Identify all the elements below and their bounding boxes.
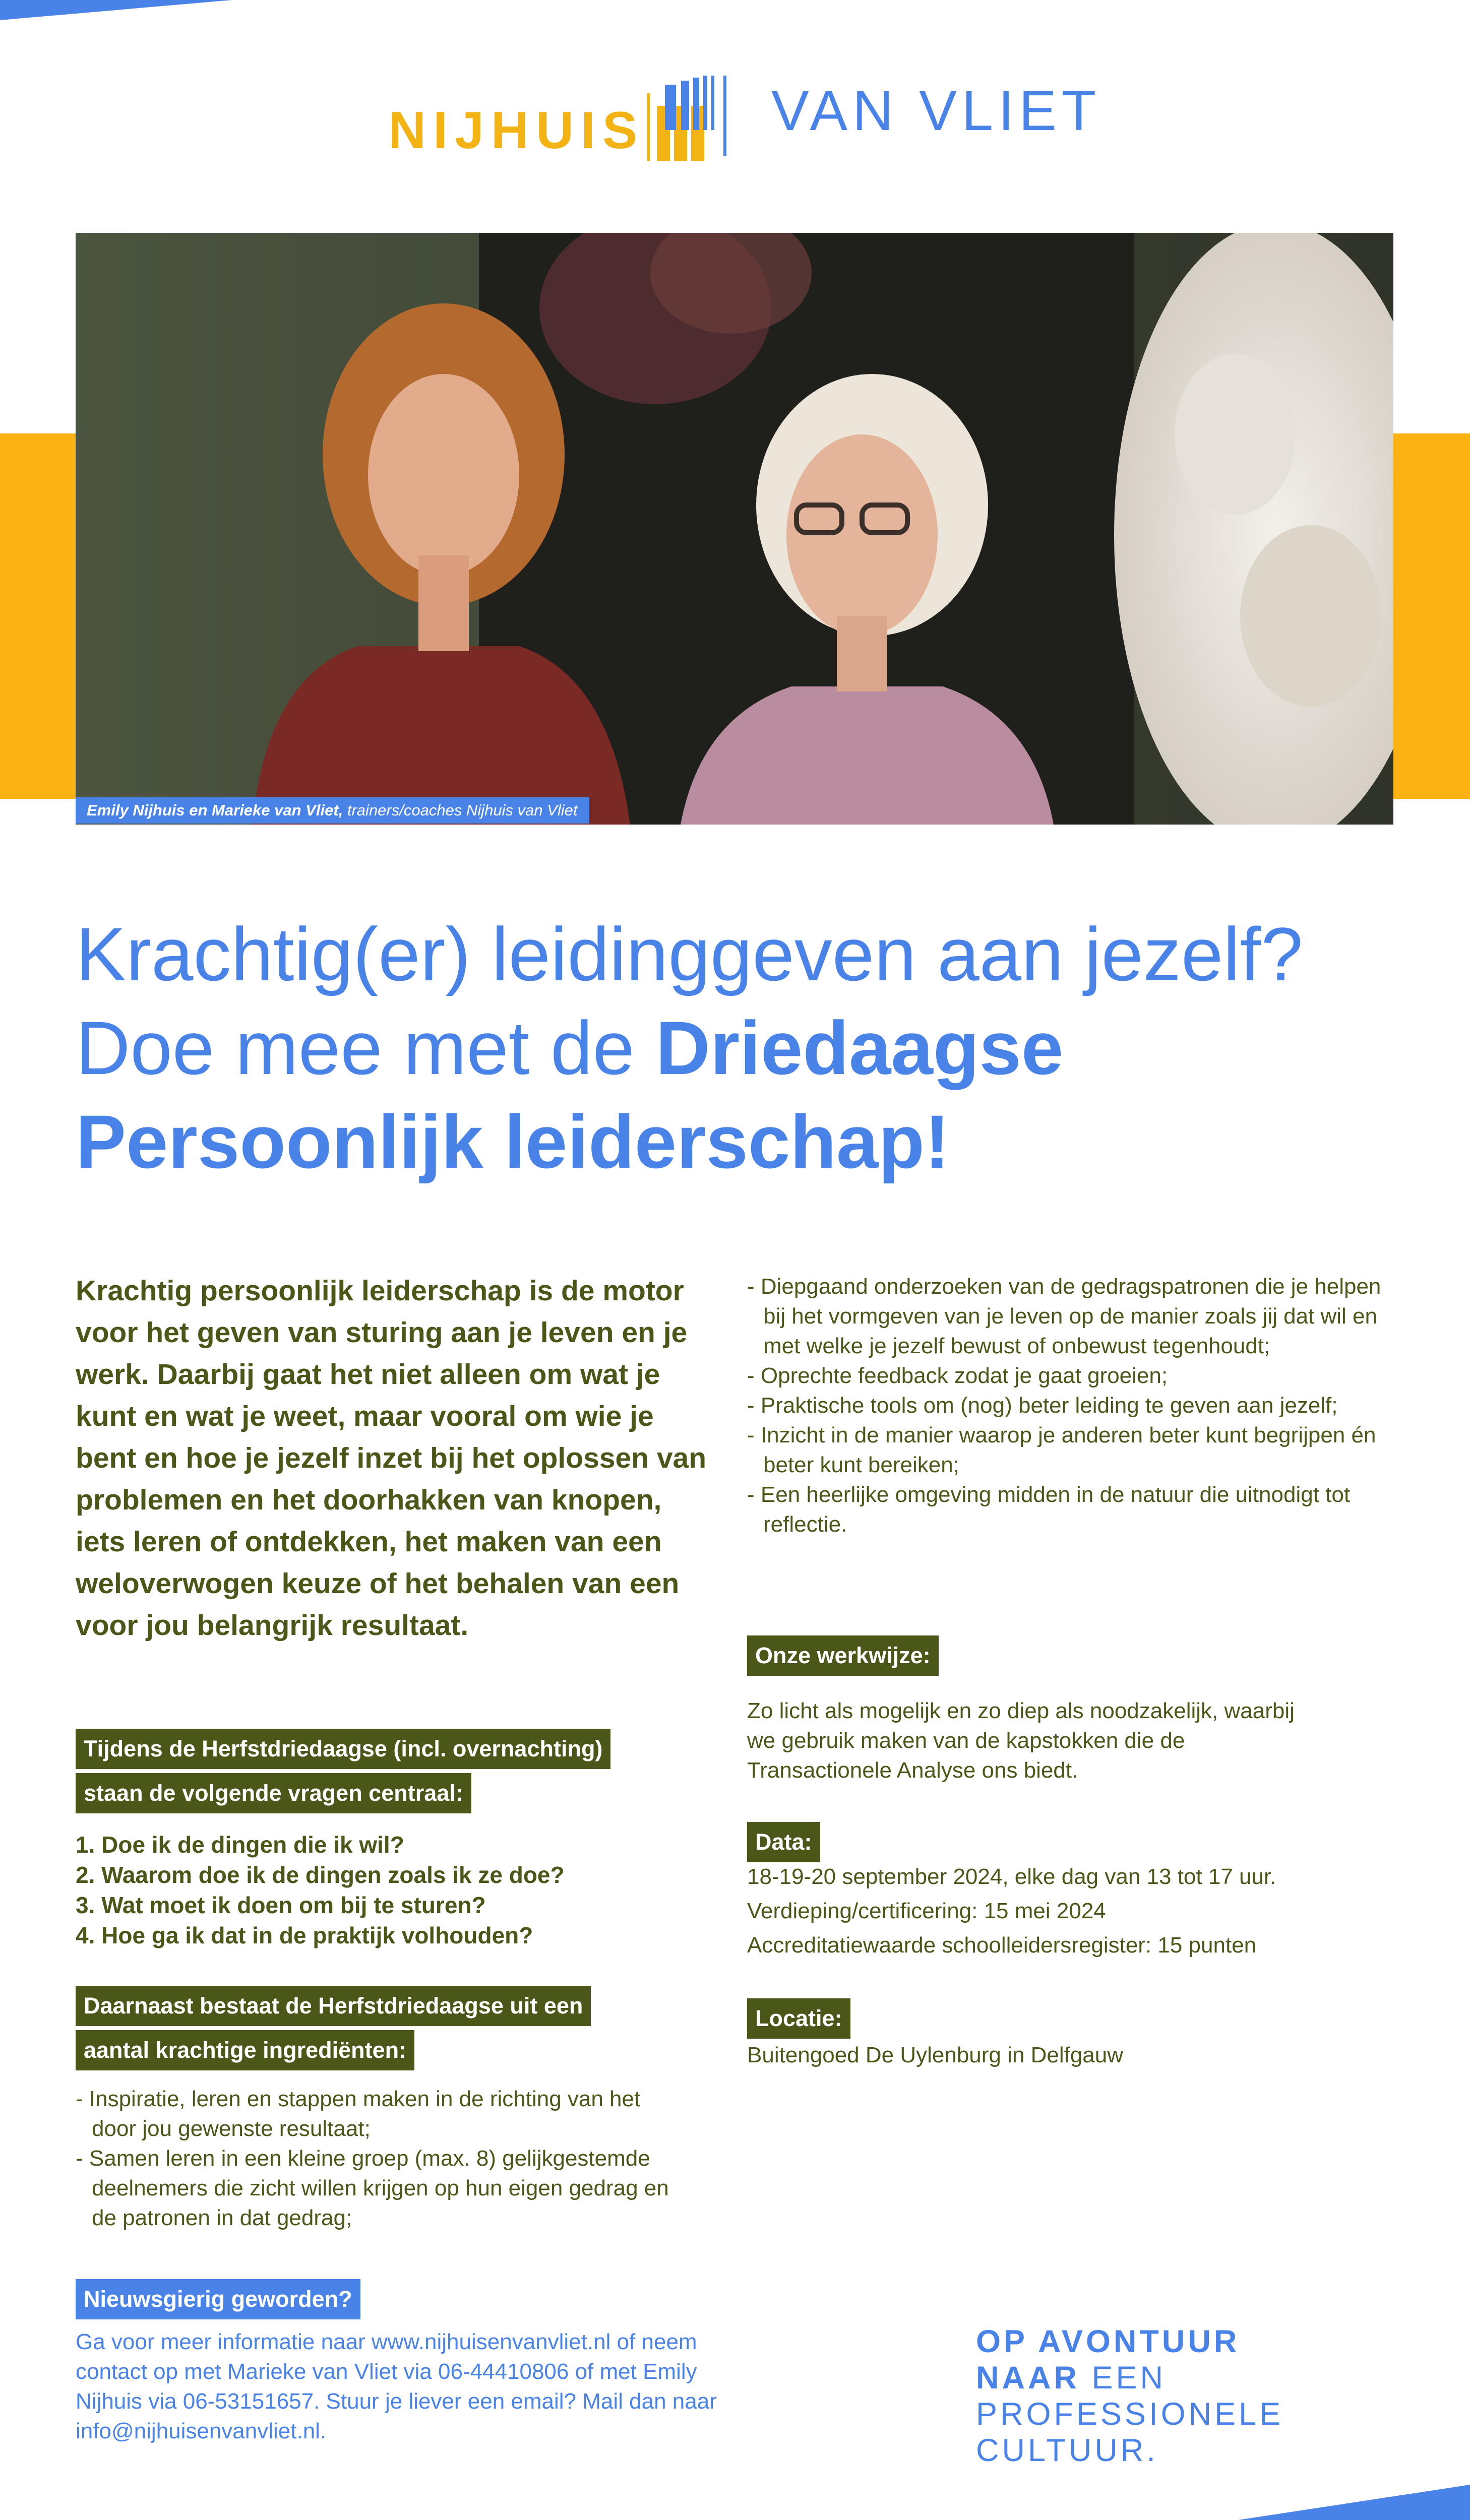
data-heading (747, 1822, 1397, 1862)
headline-line-1: Krachtig(er) leidinggeven aan jezelf? (76, 912, 1303, 996)
caption-roles: trainers/coaches Nijhuis van Vliet (347, 801, 578, 819)
photo-caption (76, 797, 589, 824)
list-item: - Samen leren in een kleine groep (max. 8) gelijkgestemde deelnemers die zicht willen krijgen op hun eigen gedrag en de patronen in dat gedrag; (76, 2146, 669, 2230)
caption-names: Emily Nijhuis en Marieke van Vliet, (87, 801, 343, 819)
list-item: 4. Hoe ga ik dat in de praktijk volhouden? (76, 1922, 533, 1948)
werkwijze-heading-label: Onze werkwijze: (747, 1635, 939, 1676)
logo-bars-icon (643, 76, 756, 161)
tagline-line-4: CULTUUR. (976, 2433, 1158, 2468)
data-line-accreditatie: Accreditatiewaarde schoolleidersregister: 15 punten (747, 1933, 1257, 1958)
list-item: - Een heerlijke omgeving midden in de natuur die uitnodigt tot reflectie. (747, 1482, 1351, 1537)
headline-line-3: Persoonlijk leiderschap! (76, 1099, 950, 1184)
yellow-accent-right (1393, 433, 1470, 799)
questions-heading-line-2: staan de volgende vragen centraal: (76, 1773, 471, 1813)
tagline-line-3: PROFESSIONELE (976, 2397, 1284, 2432)
list-item: - Praktische tools om (nog) beter leiding te geven aan jezelf; (747, 1393, 1338, 1418)
questions-heading (76, 1729, 610, 1817)
data-lines (747, 1860, 1397, 1963)
intro-paragraph: Krachtig persoonlijk leiderschap is de motor voor het geven van sturing aan je leven en je werk. Daarbij gaat het niet alleen om wat je kunt en wat je weet, maar vooral om wie je bent en hoe je jezelf inzet bij het oplossen van problemen en het doorhakken van knopen, iets leren of ontdekken, het maken van een weloverwogen keuze of het behalen van een voor jou belangrijk resultaat. (76, 1275, 707, 1642)
locatie-heading-label: Locatie: (747, 1998, 850, 2039)
questions-heading-line-1: Tijdens de Herfstdriedaagse (incl. overnachting) (76, 1729, 610, 1769)
locatie-heading (747, 1998, 1397, 2039)
locatie-text: Buitengoed De Uylenburg in Delfgauw (747, 2043, 1124, 2067)
logo-nijhuis: NIJHUIS (388, 101, 645, 160)
trainers-photo (76, 233, 1393, 825)
tagline-line-2-rest: EEN (1080, 2360, 1167, 2396)
list-item: 1. Doe ik de dingen die ik wil? (76, 1832, 404, 1858)
werkwijze-heading (747, 1635, 1397, 1676)
contact-heading (76, 2279, 360, 2319)
ingredients-list-right (747, 1272, 1397, 1539)
list-item: 3. Wat moet ik doen om bij te sturen? (76, 1892, 486, 1918)
ingredients-list-left (76, 2084, 681, 2233)
headline-line-2-bold: Driedaagse (655, 1005, 1064, 1090)
data-line-verdieping: Verdieping/certificering: 15 mei 2024 (747, 1899, 1106, 1923)
contact-text: Ga voor meer informatie naar www.nijhuisenvanvliet.nl of neem contact op met Marieke van Vliet via 06-44410806 of met Emily Nijhuis via 06-53151657. Stuur je liever een email? Mail dan naar info@nijhuisenvanvliet.nl. (76, 2329, 717, 2443)
data-heading-label: Data: (747, 1822, 820, 1862)
list-item: - Inspiratie, leren en stappen maken in de richting van het door jou gewenste resultaat; (76, 2087, 641, 2141)
list-item: - Oprechte feedback zodat je gaat groeien; (747, 1363, 1168, 1388)
questions-list (76, 1830, 731, 1950)
list-item: - Inzicht in de manier waarop je anderen beter kunt begrijpen én beter kunt bereiken; (747, 1423, 1376, 1477)
data-line-dates: 18-19-20 september 2024, elke dag van 13 tot 17 uur. (747, 1864, 1276, 1889)
bottom-swoosh (1238, 2485, 1470, 2520)
headline (76, 907, 1406, 1188)
headline-line-2 (76, 1001, 1406, 1095)
ingredients-heading-line-1: Daarnaast bestaat de Herfstdriedaagse uit een (76, 1986, 591, 2026)
list-item: 2. Waarom doe ik de dingen zoals ik ze doe? (76, 1862, 565, 1888)
tagline-line-1: OP AVONTUUR (976, 2324, 1240, 2359)
ingredients-heading (76, 1986, 591, 2074)
tagline-line-2-bold: NAAR (976, 2360, 1080, 2396)
contact-heading-label: Nieuwsgierig geworden? (76, 2279, 360, 2319)
werkwijze-text: Zo licht als mogelijk en zo diep als noodzakelijk, waarbij we gebruik maken van de kapstokken die de Transactionele Analyse ons biedt. (747, 1698, 1295, 1783)
list-item: - Diepgaand onderzoeken van de gedragspatronen die je helpen bij het vormgeven van je leven op de manier zoals jij dat wil en met welke je jezelf bewust of onbewust tegenhoudt; (747, 1274, 1381, 1358)
ingredients-heading-line-2: aantal krachtige ingrediënten: (76, 2030, 414, 2070)
yellow-accent-left (0, 433, 76, 799)
logo-van-vliet: VAN VLIET (771, 79, 1101, 142)
tagline (976, 2323, 1404, 2469)
headline-line-2-regular: Doe mee met de (76, 1005, 656, 1090)
top-swoosh (0, 0, 232, 20)
